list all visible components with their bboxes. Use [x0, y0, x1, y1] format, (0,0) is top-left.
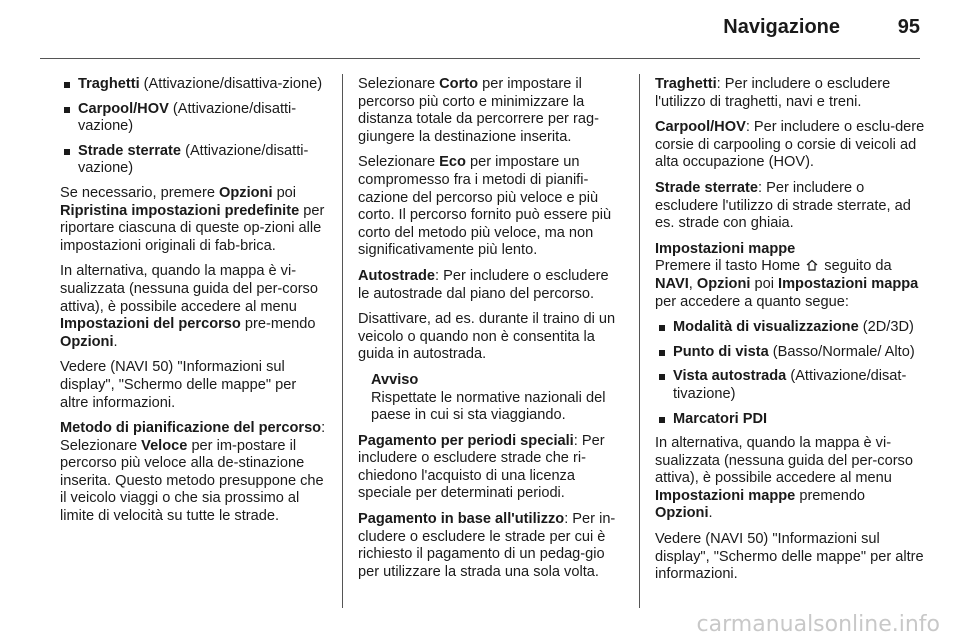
note-text: Rispettate le normative nazionali del paese in cui si sta viaggiando. [371, 389, 606, 424]
paragraph: Vedere (NAVI 50) "Informazioni sul display", "Schermo delle mappe" per altre informazioni. [655, 531, 924, 583]
bullet-square-icon [64, 107, 70, 113]
paragraph: Vedere (NAVI 50) "Informazioni sul display", "Schermo delle mappe" per altre informazioni. [60, 359, 297, 411]
paragraph: Autostrade: Per includere o escludere le autostrade dal piano del percorso. [358, 267, 609, 302]
paragraph: Selezionare Eco per impostare un compromesso fra i metodi di pianifi-cazione del percorso più veloce e più corto. Il percorso fornito può essere più corto del metodo più veloce, ma non significativamente più lento. [358, 154, 612, 259]
column-divider-2 [639, 74, 640, 608]
paragraph: Disattivare, ad es. durante il traino di un veicolo o quando non è consentita la guida in autostrada. [358, 311, 616, 363]
paragraph: Carpool/HOV: Per includere o esclu-dere corsie di carpooling o corsie di veicoli ad alta occupazione (HOV). [655, 119, 925, 171]
list-item: Modalità di visualizzazione (2D/3D) [655, 319, 925, 337]
list-item: Strade sterrate (Attivazione/disatti-vazione) [60, 143, 328, 178]
paragraph: Pagamento per periodi speciali: Per includere o escludere strade che ri-chiedono l'acquisto di una licenza speciale per determinati periodi. [358, 432, 605, 502]
watermark: carmanualsonline.info [696, 612, 940, 637]
list-item: Vista autostrada (Attivazione/disat-tivazione) [655, 368, 925, 403]
bullet-square-icon [64, 149, 70, 155]
note-title: Avviso [371, 371, 419, 388]
list-item: Punto di vista (Basso/Normale/ Alto) [655, 344, 925, 362]
page-number: 95 [897, 16, 920, 38]
header-rule [40, 58, 920, 59]
paragraph: Selezionare Corto per impostare il percorso più corto e minimizzare la distanza totale da percorrere per rag-giungere la destinazione inserita. [358, 76, 599, 145]
list-item: Carpool/HOV (Attivazione/disatti-vazione) [60, 101, 328, 136]
section-map-settings: Impostazioni mappe Premere il tasto Home seguito da NAVI, Opzioni poi Impostazioni mappa per accedere a quanto segue: [655, 240, 919, 310]
column-3 [655, 76, 925, 592]
page-title: Navigazione [723, 16, 840, 38]
bullet-square-icon [659, 417, 665, 423]
paragraph: Se necessario, premere Opzioni poi Ripristina impostazioni predefinite per riportare ciascuna di queste op-zioni alle impostazioni originali di fab-brica. [60, 184, 325, 254]
home-icon [806, 259, 818, 271]
paragraph: Strade sterrate: Per includere o escludere l'utilizzo di strade sterrate, ad es. strade con ghiaia. [655, 179, 911, 232]
note-box [358, 372, 624, 425]
column-2 [358, 76, 624, 589]
section-heading: Impostazioni mappe [655, 240, 796, 257]
list-item: Traghetti (Attivazione/disattiva-zione) [60, 76, 328, 94]
bullet-square-icon [659, 325, 665, 331]
bullet-square-icon [659, 374, 665, 380]
paragraph: Traghetti: Per includere o escludere l'utilizzo di traghetti, navi e treni. [655, 76, 891, 110]
column-1 [60, 76, 328, 534]
paragraph: In alternativa, quando la mappa è vi-sualizzata (nessuna guida del per-corso attiva), è possibile accedere al menu Impostazioni del percorso pre-mendo Opzioni. [60, 263, 318, 350]
paragraph: In alternativa, quando la mappa è vi-sualizzata (nessuna guida del per-corso attiva), è possibile accedere al menu Impostazioni mappe premendo Opzioni. [655, 435, 913, 522]
column-divider-1 [342, 74, 343, 608]
list-item: Marcatori PDI [655, 411, 925, 429]
bullet-square-icon [64, 82, 70, 88]
paragraph: Pagamento in base all'utilizzo: Per in-cludere o escludere le strade per cui è richiesto il pagamento di un pedag-gio per utilizzare la strada una sola volta. [358, 511, 616, 580]
bullet-square-icon [659, 350, 665, 356]
paragraph: Metodo di pianificazione del percorso: Selezionare Veloce per im-postare il percorso più veloce alla de-stinazione inserita. Questo metodo presuppone che il veicolo viaggi o che sia prossimo al limite di velocità su tutte le strade. [60, 420, 326, 525]
